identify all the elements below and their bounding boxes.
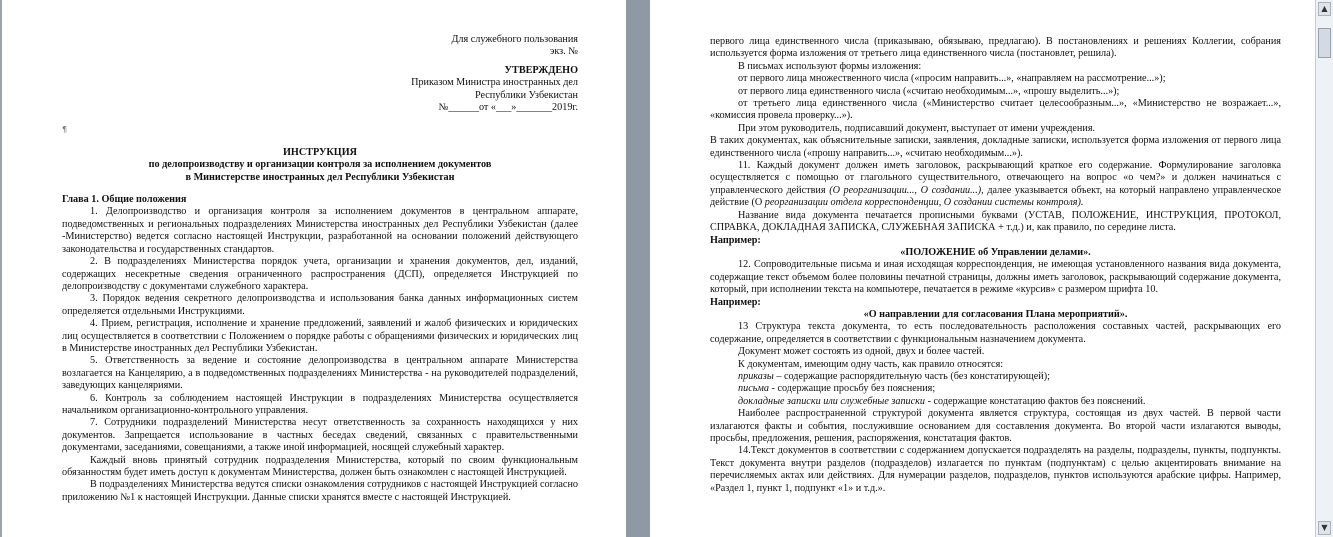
paragraph: 5. Ответственность за ведение и состояние делопроизводства в центральном аппарате Министерства возлагается на Канцелярию, а в подведомственных подразделениях Министерства - на руководителей подразделений, заведующих канцеляриями. <box>62 355 578 392</box>
example-title: «ПОЛОЖЕНИЕ об Управлении делами». <box>900 246 1091 258</box>
scroll-down-button[interactable]: ▼ <box>1318 521 1331 535</box>
page-gap <box>626 0 650 537</box>
paragraph: 7. Сотрудники подразделений Министерства несут ответственность за сохранность находящихся у них документов. Запрещается использование в частных беседах сведений, связанных с правительственными документами, заседаниями, совещаниями, а также иной информацией, носящей служебный характер. <box>62 417 578 454</box>
document-page-left[interactable] <box>2 0 626 537</box>
paragraph: 2. В подразделениях Министерства порядок учета, организации и хранения документов, дел, изданий, содержащих несекретные сведения ограниченного распространения (ДСП), определяется Инструкцией по делопроизводству с документами служебного характера. <box>62 256 578 292</box>
list-item: приказы – содержащие распорядительную часть (без констатирующей); <box>738 370 1050 382</box>
vertical-scrollbar[interactable] <box>1315 0 1333 537</box>
doc-title: ИНСТРУКЦИЯ <box>282 146 358 158</box>
paragraph: от первого лица единственного числа («считаю необходимым...», «прошу выделить...»); <box>738 85 1120 97</box>
paragraph: от третьего лица единственного числа («Министерство считает целесообразным...», «Министерство не возражает...», «комиссия провела проверку...»). <box>710 98 1281 122</box>
paragraph: К документам, имеющим одну часть, как правило относятся: <box>738 358 1004 370</box>
header-line: Для служебного пользования <box>451 34 578 45</box>
paragraph: При этом руководитель, подписавший документ, выступает от имени учреждения. <box>738 122 1096 134</box>
paragraph: 14.Текст документов в соответствии с содержанием допускается подразделять на разделы, подразделы, пункты, подпункты. Текст документа внутри разделов (подразделов) излагается по пунктам (подпунктам) с целью акцентировать внимание на перечисляемых актах или действиях. Для нумерации разделов, подразделов, пунктов используются арабские цифры. Например, «Раздел 1, пункт 1, подпункт «1» и т.д.». <box>710 445 1281 494</box>
paragraph-mark: ¶ <box>62 125 68 135</box>
example-label: Например: <box>710 296 761 308</box>
paragraph: 12. Сопроводительные письма и иная исходящая корреспонденция, не имеющая установленного названия вида документа, содержащие текст объемом более половины печатной страницы, должны иметь заголовок, раскрывающий содержание документа, который, при исполнении текста на компьютере, печатается в режиме «курсив» с размером шрифта 10. <box>710 259 1281 296</box>
scroll-up-button[interactable]: ▲ <box>1318 2 1331 16</box>
header-line: Республики Узбекистан <box>474 89 578 101</box>
paragraph: Документ может состоять из одной, двух и более частей. <box>738 346 985 358</box>
paragraph: Название вида документа печатается прописными буквами (УСТАВ, ПОЛОЖЕНИЕ, ИНСТРУКЦИЯ, ПРОТОКОЛ, СПРАВКА, ДОКЛАДНАЯ ЗАПИСКА, СЛУЖЕБНАЯ ЗАПИСКА + т.д.) и, как правило, по середине листа. <box>710 209 1281 234</box>
paragraph: 11. Каждый документ должен иметь заголовок, раскрывающий краткое его содержание. Формулирование заголовка осуществляется с помощью от глагольного существительного, отвечающего на вопрос «о чем?» и должен начинаться с управленческого действия (О реорганизации..., О создании...), далее указывается объект, на который направлено управленческое действие (О реорганизации отдела корреспонденции, О создании системы контроля). <box>710 160 1282 209</box>
paragraph: Наиболее распространенной структурой документа является структура, состоящая из двух частей. В первой части излагаются факты и события, послужившие основанием для составления документа. Во второй части излагаются выводы, просьбы, предложения, решения, распоряжения, констатация фактов. <box>710 408 1281 444</box>
paragraph: первого лица единственного числа (приказываю, обязываю, предлагаю). В постановлениях и решениях Коллегии, собрания используется форма изложения от третьего лица единственного числа (постановлет, решила). <box>710 36 1281 60</box>
header-line: экз. № <box>549 46 578 58</box>
paragraph: от первого лица множественного числа («просим направить...», «направляем на рассмотрение...»); <box>738 73 1166 85</box>
paragraph: 6. Контроль за соблюдением настоящей Инструкции в подразделениях Министерства осуществляется начальником организационно-контрольного управления. <box>62 392 578 416</box>
header-line: Приказом Министра иностранных дел <box>411 77 578 89</box>
header-line: №______от «___»_______2019г. <box>438 102 578 114</box>
paragraph: В письмах используют формы изложения: <box>738 60 922 72</box>
chapter-heading: Глава 1. Общие положения <box>62 194 187 206</box>
list-item: письма - содержащие просьбу без пояснения; <box>738 383 936 395</box>
paragraph: В таких документах, как объяснительные записки, заявления, докладные записки, используется форма изложения от первого лица единственного числа («прошу направить...», «считаю необходимым...»). <box>710 135 1281 159</box>
paragraph: 3. Порядок ведения секретного делопроизводства и использования банка данных информационных систем определяется отдельными Инструкциями. <box>62 293 578 317</box>
example-title: «О направлении для согласования Плана мероприятий». <box>863 308 1128 320</box>
scrollbar-thumb[interactable] <box>1318 28 1331 58</box>
paragraph: В подразделениях Министерства ведутся списки ознакомления сотрудников с настоящей Инструкцией согласно приложению №1 к настоящей Инструкции. Данные списки хранятся вместе с настоящей Инструкцией. <box>62 479 578 503</box>
list-item: докладные записки или служебные записки - содержащие констатацию фактов без пояснений. <box>738 395 1146 407</box>
paragraph: Каждый вновь принятый сотрудник подразделения Министерства, который по своим функциональным обязанностям будет иметь доступ к документам Министерства, должен быть ознакомлен с настоящей Инструкцией. <box>62 454 578 478</box>
doc-subtitle: по делопроизводству и организации контроля за исполнением документов <box>148 159 492 171</box>
paragraph: 1. Делопроизводство и организация контроля за исполнением документов в центральном аппарате, подведомственных и региональных подразделениях Министерства иностранных дел Республики Узбекистан (далее -Министерство) ведется согласно настоящей Инструкции, разработанной на основании положений действующего законодательства и государственных стандартов. <box>62 206 578 255</box>
approved-heading: УТВЕРЖДЕНО <box>504 64 578 76</box>
paragraph: 4. Прием, регистрация, исполнение и хранение предложений, заявлений и жалоб физических и юридических лиц осуществляется в соответствии с Положением о порядке работы с обращениями физических и юридических лиц в Министерстве иностранных дел Республики Узбекистан. <box>62 318 578 354</box>
doc-subtitle: в Министерстве иностранных дел Республики Узбекистан <box>185 171 455 183</box>
example-label: Например: <box>710 234 761 246</box>
document-page-right[interactable] <box>650 0 1315 537</box>
paragraph: 13 Структура текста документа, то есть последовательность расположения составных частей, раскрывающих его содержание, определяется в соответствии с функциональным назначением документа. <box>710 321 1281 345</box>
